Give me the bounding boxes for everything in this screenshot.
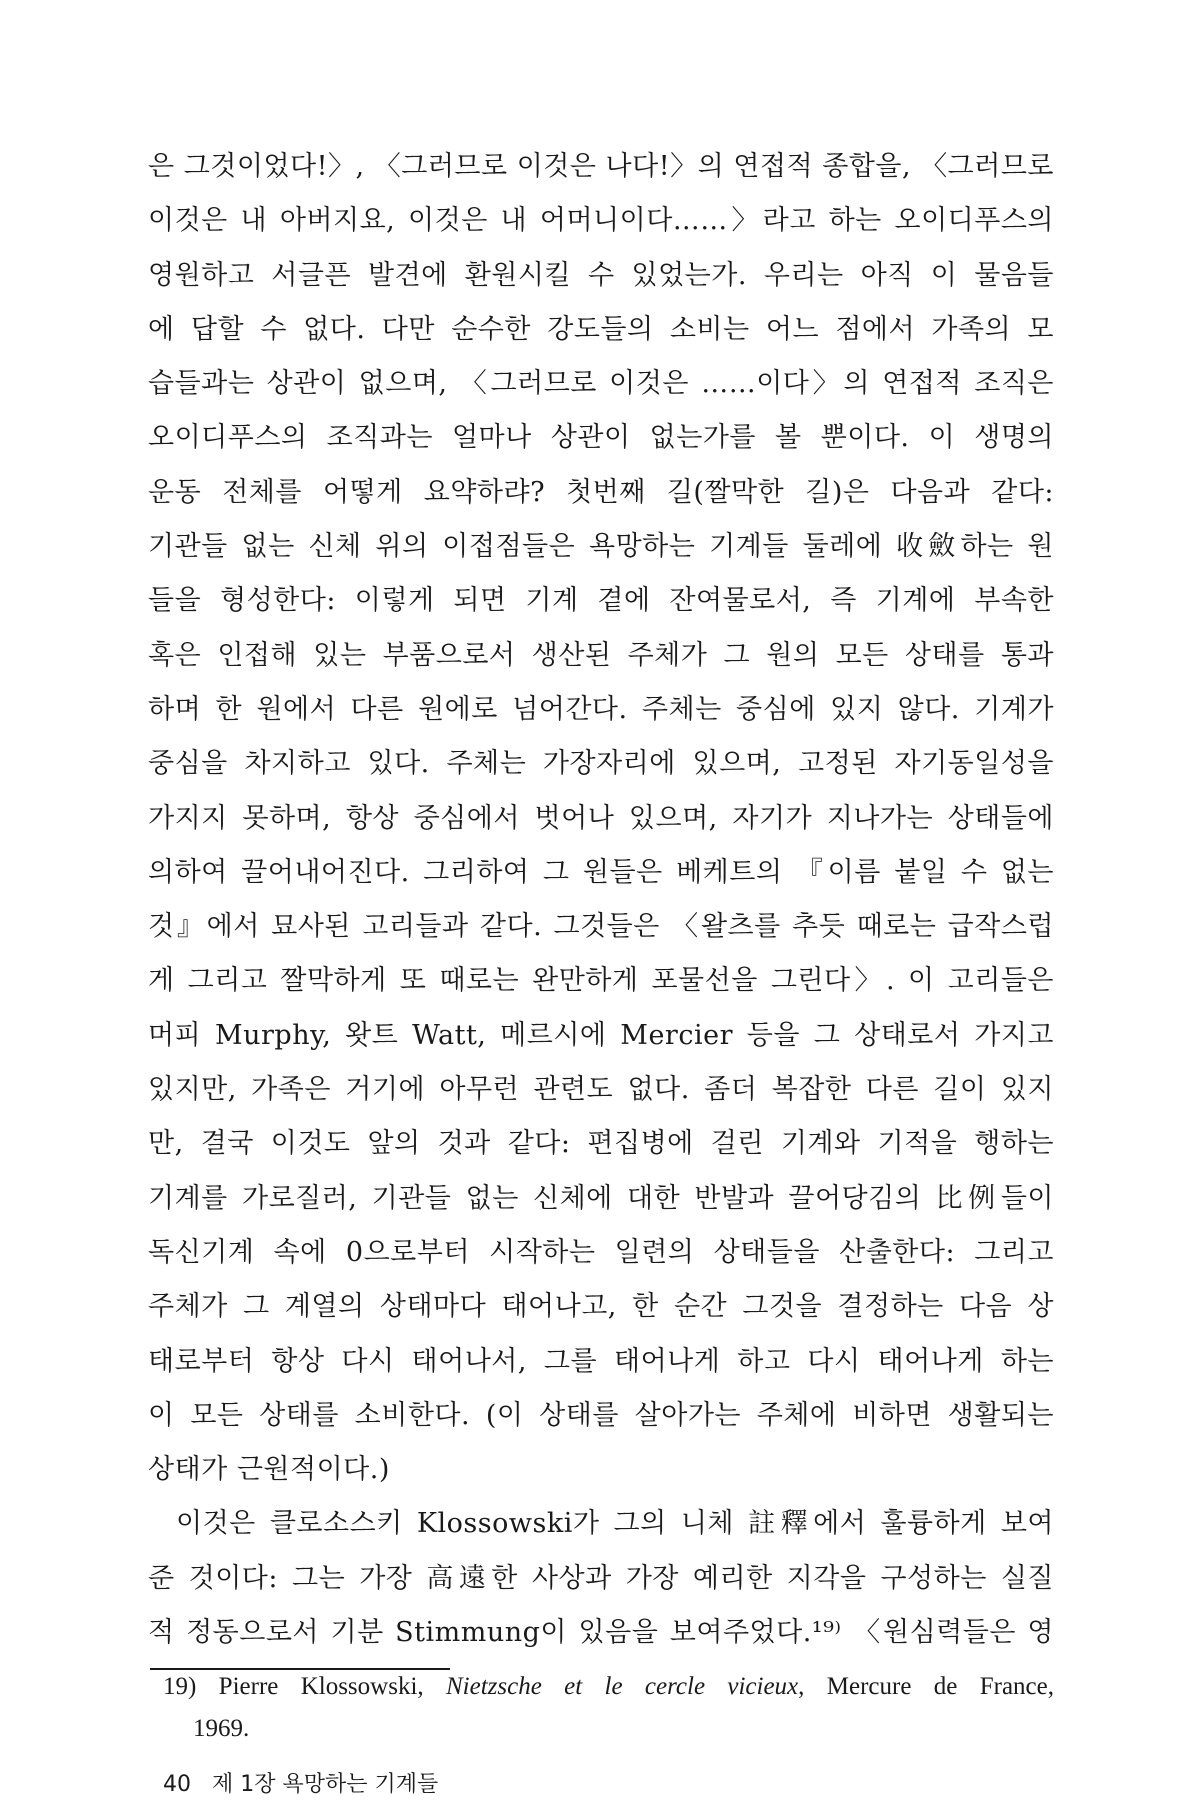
text-line: 머피 Murphy, 왓트 Watt, 메르시에 Mercier 등을 그 상태로서 가지고 — [148, 1019, 1054, 1051]
page-footer — [163, 1770, 452, 1800]
text-line: 태로부터 항상 다시 태어나서, 그를 태어나게 하고 다시 태어나게 하는 — [148, 1345, 1054, 1377]
text-line: 중심을 차지하고 있다. 주체는 가장자리에 있으며, 고정된 자기동일성을 — [148, 748, 1054, 780]
text-line: 적 정동으로서 기분 Stimmung이 있음을 보여주었다.¹⁹⁾ 〈원심력들은 영 — [148, 1617, 1054, 1649]
text-line: 가지지 못하며, 항상 중심에서 벗어나 있으며, 자기가 지나가는 상태들에 — [148, 802, 1054, 834]
text-line: 이것은 클로소스키 Klossowski가 그의 니체 註釋에서 훌륭하게 보여 — [176, 1508, 1054, 1540]
footnote — [163, 1666, 1054, 1750]
text-line: 상태가 근원적이다.) — [148, 1454, 390, 1486]
text-line: 기계를 가로질러, 기관들 없는 신체에 대한 반발과 끌어당김의 比例들이 — [148, 1182, 1054, 1214]
text-line: 들을 형성한다: 이렇게 되면 기계 곁에 잔여물로서, 즉 기계에 부속한 — [148, 585, 1054, 617]
text-line: 에 답할 수 없다. 다만 순수한 강도들의 소비는 어느 점에서 가족의 모 — [148, 313, 1054, 345]
text-line: 독신기계 속에 0으로부터 시작하는 일련의 상태들을 산출한다: 그리고 — [148, 1236, 1054, 1268]
text-line: 혹은 인접해 있는 부품으로서 생산된 주체가 그 원의 모든 상태를 통과 — [148, 639, 1054, 671]
footnote-line-2: 1969. — [193, 1715, 250, 1742]
text-line: 이 모든 상태를 소비한다. (이 상태를 살아가는 주체에 비하면 생활되는 — [148, 1399, 1054, 1431]
text-line: 오이디푸스의 조직과는 얼마나 상관이 없는가를 볼 뿐이다. 이 생명의 — [148, 422, 1054, 454]
chapter-title: 제 1장 욕망하는 기계들 — [212, 1772, 439, 1797]
text-line: 주체가 그 계열의 상태마다 태어나고, 한 순간 그것을 결정하는 다음 상 — [148, 1291, 1054, 1323]
text-line: 운동 전체를 어떻게 요약하랴? 첫번째 길(짤막한 길)은 다음과 같다: — [148, 476, 1054, 508]
text-line: 만, 결국 이것도 앞의 것과 같다: 편집병에 걸린 기계와 기적을 행하는 — [148, 1128, 1054, 1160]
text-line: 있지만, 가족은 거기에 아무런 관련도 없다. 좀더 복잡한 다른 길이 있지 — [148, 1074, 1054, 1106]
text-line: 하며 한 원에서 다른 원에로 넘어간다. 주체는 중심에 있지 않다. 기계가 — [148, 693, 1054, 725]
text-line: 습들과는 상관이 없으며, 〈그러므로 이것은 ……이다〉의 연접적 조직은 — [148, 368, 1054, 400]
text-line: 은 그것이었다!〉, 〈그러므로 이것은 나다!〉의 연접적 종합을, 〈그러므로 — [148, 151, 1054, 182]
page-number: 40 — [163, 1772, 191, 1797]
text-line: 이것은 내 아버지요, 이것은 내 어머니이다……〉라고 하는 오이디푸스의 — [148, 205, 1054, 237]
text-line: 영원하고 서글픈 발견에 환원시킬 수 있었는가. 우리는 아직 이 물음들 — [148, 259, 1054, 291]
text-line: 것』에서 묘사된 고리들과 같다. 그것들은 〈왈츠를 추듯 때로는 급작스럽 — [148, 911, 1054, 943]
text-line: 기관들 없는 신체 위의 이접점들은 욕망하는 기계들 둘레에 收斂하는 원 — [148, 531, 1054, 563]
text-line: 게 그리고 짤막하게 또 때로는 완만하게 포물선을 그린다〉. 이 고리들은 — [148, 965, 1054, 997]
footnote-line-1: 19) Pierre Klossowski, Nietzsche et le cercle vicieux, Mercure de France, — [163, 1673, 1054, 1700]
text-line: 준 것이다: 그는 가장 高遠한 사상과 가장 예리한 지각을 구성하는 실질 — [148, 1562, 1054, 1594]
body-text — [148, 140, 1054, 1660]
text-line: 의하여 끌어내어진다. 그리하여 그 원들은 베케트의 『이름 붙일 수 없는 — [148, 856, 1054, 888]
